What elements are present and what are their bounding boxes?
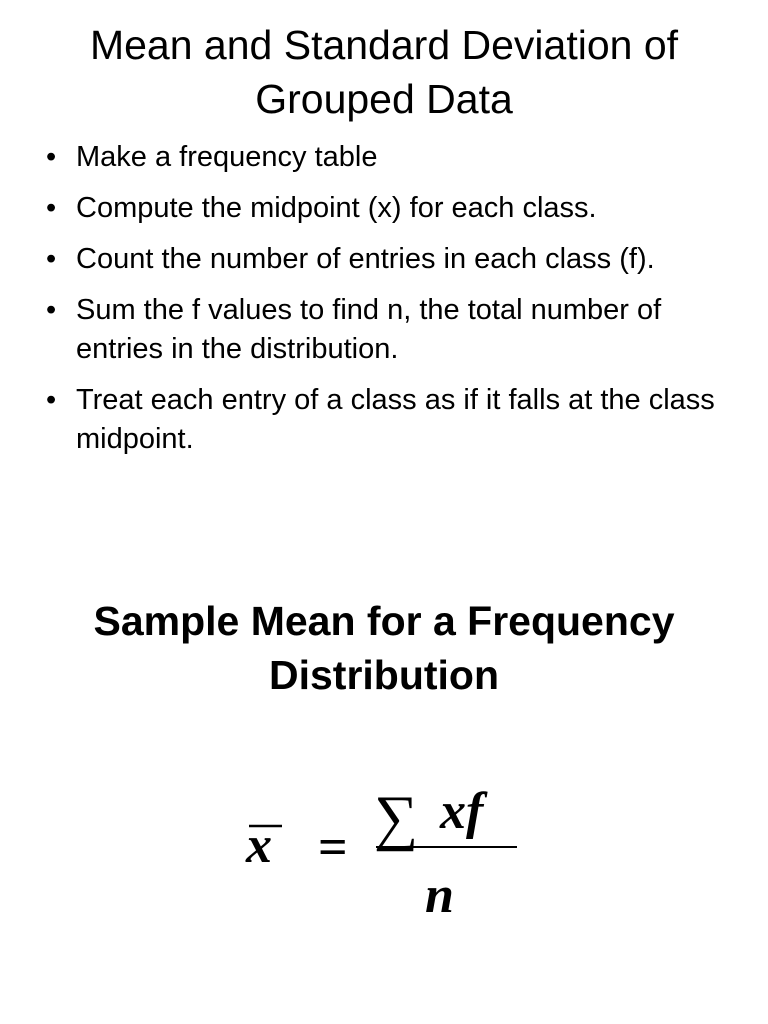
slide-title: Mean and Standard Deviation of Grouped Data [89, 22, 679, 122]
formula-numerator: xf [440, 783, 484, 840]
bullet-item [46, 138, 726, 177]
bullet-text: Count the number of entries in each class (f). [76, 243, 655, 275]
formula-svg [0, 760, 768, 930]
section-title: Sample Mean for a Frequency Distribution [93, 598, 675, 698]
bullet-list [46, 138, 726, 471]
bullet-icon: • [46, 294, 57, 326]
bullet-icon: • [46, 384, 57, 416]
bullet-item [46, 291, 726, 369]
bullet-text: Make a frequency table [76, 141, 378, 173]
sum-symbol-icon: ∑ [374, 784, 419, 852]
sample-mean-formula [0, 760, 768, 930]
bullet-icon: • [46, 192, 57, 224]
bullet-icon: • [46, 243, 57, 275]
bullet-icon: • [46, 141, 57, 173]
bullet-text: Sum the f values to find n, the total number of entries in the distribution. [76, 294, 662, 365]
formula-equals: = [318, 819, 348, 876]
bullet-text: Treat each entry of a class as if it falls at the class midpoint. [76, 384, 715, 455]
bullet-item [46, 381, 726, 459]
formula-denominator: n [425, 867, 454, 924]
bullet-item [46, 189, 726, 228]
bullet-item [46, 240, 726, 279]
formula-lhs: x [246, 817, 272, 874]
bullet-text: Compute the midpoint (x) for each class. [76, 192, 597, 224]
